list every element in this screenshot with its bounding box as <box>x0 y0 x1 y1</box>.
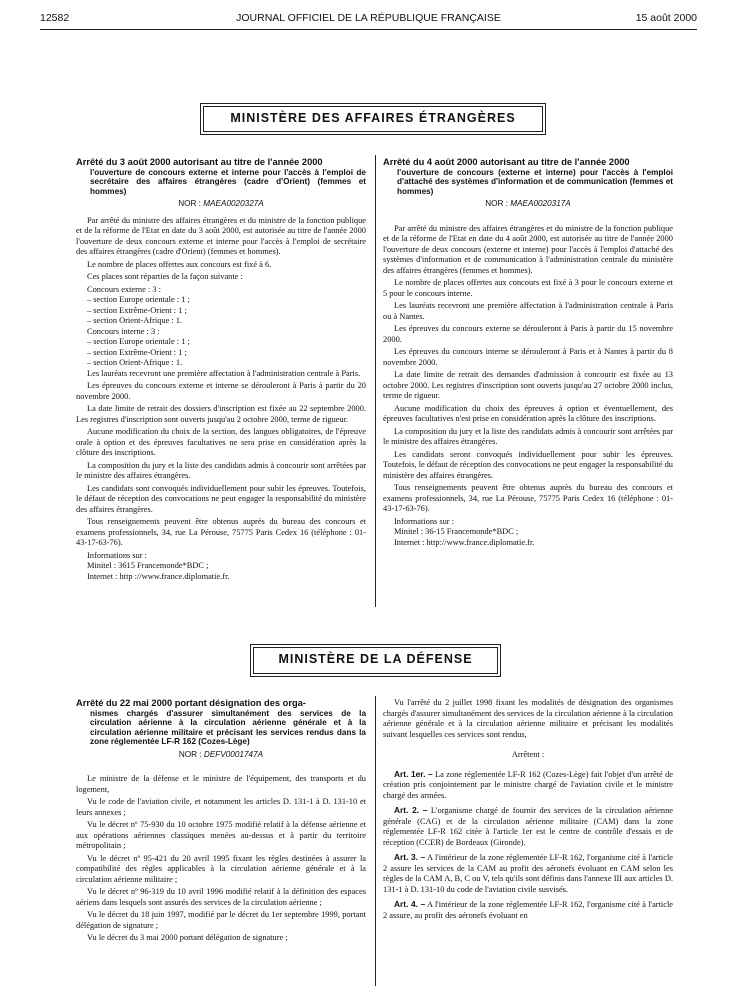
paragraph: Le nombre de places offertes aux concours est fixé à 6. <box>87 259 272 269</box>
article-left-2 <box>76 698 366 946</box>
journal-title: JOURNAL OFFICIEL DE LA RÉPUBLIQUE FRANÇAISE <box>236 12 501 24</box>
issue-date: 15 août 2000 <box>635 12 697 24</box>
article-right-2 <box>383 698 673 923</box>
paragraph: Par arrêté du ministre des affaires étrangères et du ministre de la fonction publique et de la réforme de l'Etat en date du 3 août 2000, est autorisée au titre de l'année 2000 l'ouverture de deux concours externe et interne pour l'accès à l'emploi de secrétaire des affaires étrangères (cadre d'Orient) (femmes et hommes). <box>76 215 366 257</box>
article-title: Arrêté du 3 août 2000 autorisant au titre de l'année 2000 <box>76 157 323 167</box>
paragraph: Vu le décret nº 96-319 du 10 avril 1996 modifié relatif à la définition des espaces aériens dans lesquels sont assurés des services de la circulation aérienne ; <box>76 887 366 907</box>
nor-reference: NOR : DEFV0001747A <box>178 749 264 759</box>
list-item: – section Europe orientale : 1 ; <box>87 337 190 347</box>
paragraph: Ces places sont réparties de la façon suivante : <box>87 272 243 282</box>
paragraph: Le nombre de places offertes aux concours est fixé à 3 pour le concours externe et 5 pour le concours interne. <box>383 278 673 298</box>
paragraph: Vu le code de l'aviation civile, et notamment les articles D. 131-1 à D. 131-10 et leurs annexes ; <box>76 797 366 817</box>
paragraph: Aucune modification du choix de la section, des langues obligatoires, de l'épreuve orale à option et des épreuves facultatives ne sera prise en considération après la clôture des inscriptions. <box>76 427 366 458</box>
article-4: Art. 4. – A l'intérieur de la zone réglementée LF-R 162, l'organisme cité à l'article 2 assure, au profit des aéronefs évoluant en <box>383 899 673 920</box>
paragraph: Vu le décret du 18 juin 1997, modifié par le décret du 1er septembre 1999, portant délégation de signature ; <box>76 910 366 930</box>
paragraph: Par arrêté du ministre des affaires étrangères et du ministre de la fonction publique et de la réforme de l'Etat en date du 4 août 2000, est autorisée au titre de l'année 2000 l'ouverture de deux concours (externe et interne) pour l'accès à l'emploi d'attaché des systèmes d'information et de communication à l'administration centrale du ministère des affaires étrangères (femmes et hommes). <box>383 223 673 275</box>
ministry-box-defense <box>250 644 501 677</box>
paragraph: La date limite de retrait des dossiers d'inscription est fixée au 22 septembre 2000. Les registres d'inscription sont ouverts jusqu'au 2 octobre 2000, terme de rigueur. <box>76 404 366 424</box>
paragraph: Les lauréats recevront une première affectation à l'administration centrale à Paris ou à Nantes. <box>383 301 673 321</box>
paragraph: La date limite de retrait des demandes d'admission à concourir est fixée au 13 octobre 2000. Les registres d'inscription sont ouverts jusqu'au 27 octobre 2000 inclus, terme de rigueur. <box>383 370 673 401</box>
article-title: Arrêté du 22 mai 2000 portant désignation des orga- <box>76 698 306 708</box>
paragraph: Les candidats sont convoqués individuellement pour subir les épreuves. Toutefois, le défaut de réception des convocations ne peut engager la responsabilité du ministère des affaires étrangères. <box>76 483 366 514</box>
info-line: Informations sur : <box>87 550 148 560</box>
paragraph: Les épreuves du concours externe se dérouleront à Paris à partir du 15 novembre 2000. <box>383 324 673 344</box>
ministry-box-affaires-etrangeres <box>200 103 546 135</box>
info-line: Internet : http ://www.france.diplomatie.fr. <box>87 571 230 581</box>
list-item: Concours externe : 3 : <box>87 284 161 294</box>
article-3: Art. 3. – A l'intérieur de la zone réglementée LF-R 162, l'organisme cité à l'article 2 assure les services de la CAM au profit des aéronefs évoluant en CAM selon les règles de la CAM A, B, C ou V, tels qu'ils sont définis dans l'annexe III aux articles D. 131-1 à D. 131-10 du code de l'aviation civile susvisés. <box>383 852 673 894</box>
arretent-heading: Arrêtent : <box>511 750 545 759</box>
article-2: Art. 2. – L'organisme chargé de fournir des services de la circulation aérienne générale (CAG) et de la circulation aérienne militaire (CAM) dans la zone réglementée LF-R 162 citée à l'article 1er est le centre de contrôle d'essais et de réception (CCER) de Bordeaux (Gironde). <box>383 805 673 847</box>
paragraph: Vu le décret nº 75-930 du 10 octobre 1975 modifié relatif à la défense aérienne et aux opérations aériennes classiques menées au-dessus et à partir du territoire métropolitain ; <box>76 820 366 851</box>
ministry-title: MINISTÈRE DES AFFAIRES ÉTRANGÈRES <box>203 106 543 132</box>
paragraph: Les candidats seront convoqués individuellement pour subir les épreuves. Toutefois, le défaut de réception des convocations ne peut engager la responsabilité du ministère des affaires étrangères. <box>383 449 673 480</box>
article-subtitle: l'ouverture de concours externe et interne pour l'accès à l'emploi de secrétaire des affaires étrangères (cadre d'Orient) (femmes et hommes) <box>90 167 366 196</box>
article-1: Art. 1er. – La zone réglementée LF-R 162 (Cozes-Lège) fait l'objet d'un arrêté de création pris conjointement par le ministre chargé de l'aviation civile et le ministre chargé des armées. <box>383 768 673 800</box>
list-item: Concours interne : 3 : <box>87 326 160 336</box>
paragraph: Vu le décret nº 95-421 du 20 avril 1995 fixant les règles destinées à assurer la compatibilité des règles applicables à la circulation aérienne générale et à la circulation aérienne militaire ; <box>76 853 366 884</box>
paragraph: Tous renseignements peuvent être obtenus auprès du bureau des concours et examens professionnels, 34, rue La Pérouse, 75775 Paris Cedex 16 (téléphone : 01-43-17-63-76). <box>383 483 673 514</box>
paragraph: Les épreuves du concours externe et interne se dérouleront à Paris à partir du 20 novembre 2000. <box>76 381 366 401</box>
ministry-title: MINISTÈRE DE LA DÉFENSE <box>253 647 498 674</box>
article-subtitle: nismes chargés d'assurer simultanément des services de la circulation aérienne à la circulation aérienne générale et à la circulation aérienne militaire et précisant les services rendus dans la zone réglementée LF-R 162 (Cozes-Lège) <box>90 708 366 747</box>
column-divider <box>375 155 376 607</box>
paragraph: Le ministre de la défense et le ministre de l'équipement, des transports et du logement, <box>76 774 366 794</box>
paragraph: La composition du jury et la liste des candidats admis à concourir sont arrêtées par le ministre des affaires étrangères. <box>76 460 366 481</box>
info-line: Informations sur : <box>394 516 455 526</box>
list-item: – section Extrême-Orient : 1 ; <box>87 347 187 357</box>
list-item: – section Orient-Afrique : 1. <box>87 358 183 368</box>
article-subtitle: l'ouverture de concours (externe et interne) pour l'accès à l'emploi d'attaché des systèmes d'information et de communication (femmes et hommes) <box>397 167 673 196</box>
column-divider <box>375 696 376 986</box>
list-item: – section Extrême-Orient : 1 ; <box>87 305 187 315</box>
page-number: 12582 <box>40 12 70 24</box>
paragraph: Vu l'arrêté du 2 juillet 1998 fixant les modalités de désignation des organismes chargés d'assurer simultanément des services de la circulation aérienne à la circulation aérienne générale et à la circulation aérienne militaire et précisant les modalités suivant lesquelles ces services sont rendus, <box>383 698 673 739</box>
paragraph: Tous renseignements peuvent être obtenus auprès du bureau des concours et examens professionnels, 34, rue La Pérouse, 75775 Paris Cedex 16 (téléphone : 01-43-17-63-76). <box>76 517 366 548</box>
paragraph: Les épreuves du concours interne se dérouleront à Paris et à Nantes à partir du 8 novembre 2000. <box>383 347 673 367</box>
nor-reference: NOR : MAEA0020317A <box>485 199 571 209</box>
nor-reference: NOR : MAEA0020327A <box>178 199 264 209</box>
info-line: Minitel : 36-15 Francemonde*BDC ; <box>394 527 519 537</box>
paragraph: Les lauréats recevront une première affectation à l'administration centrale à Paris. <box>87 368 361 378</box>
list-item: – section Europe orientale : 1 ; <box>87 295 190 305</box>
header-rule <box>40 29 697 30</box>
paragraph: Aucune modification du choix des épreuves à option et éventuellement, des épreuves facultatives n'est prise en considération après la clôture des inscriptions. <box>383 403 673 424</box>
page-header <box>40 12 697 26</box>
article-left-1 <box>76 157 366 582</box>
article-title: Arrêté du 4 août 2000 autorisant au titre de l'année 2000 <box>383 157 630 167</box>
info-line: Minitel : 3615 Francemonde*BDC ; <box>87 561 209 571</box>
article-right-1 <box>383 157 673 548</box>
list-item: – section Orient-Afrique : 1. <box>87 316 183 326</box>
paragraph: Vu le décret du 3 mai 2000 portant délégation de signature ; <box>87 933 288 943</box>
paragraph: La composition du jury et la liste des candidats admis à concourir sont arrêtées par le ministre des affaires étrangères. <box>383 426 673 447</box>
info-line: Internet : http://www.france.diplomatie.fr. <box>394 537 535 547</box>
